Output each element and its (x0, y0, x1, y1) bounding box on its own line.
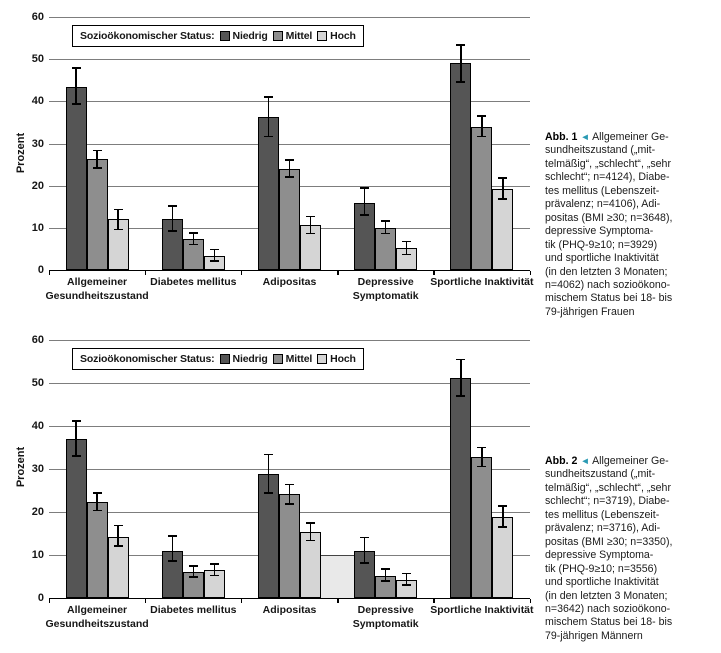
error-bar-cap-bottom (114, 545, 123, 547)
error-bar-cap-top (93, 150, 102, 152)
error-bar-cap-top (285, 484, 294, 486)
legend-title: Sozioökonomischer Status: (80, 30, 215, 42)
category-label (150, 604, 236, 618)
legend-item-label: Mittel (285, 30, 313, 42)
y-tick-label: 20 (31, 179, 44, 192)
caption-line: sundheitszustand („mit- (545, 144, 656, 157)
caption-line: n=4062) nach sozioökono- (545, 278, 671, 291)
error-bar-cap-bottom (477, 136, 486, 138)
bar-niedrig (450, 378, 471, 598)
y-tick-label: 10 (31, 221, 44, 234)
category-label (150, 276, 236, 290)
legend-item-label: Hoch (330, 353, 356, 365)
bar-niedrig (66, 439, 87, 598)
error-bar (117, 209, 119, 229)
error-bar-cap-top (456, 44, 465, 46)
gridline-60 (49, 17, 530, 18)
legend-item-mittel (273, 353, 313, 365)
caption-line: depressive Symptoma- (545, 549, 654, 562)
error-bar-cap-bottom (381, 233, 390, 235)
caption-line: sundheitszustand („mit- (545, 468, 656, 481)
error-bar-cap-top (168, 535, 177, 537)
category-label-line: Allgemeiner (67, 276, 128, 288)
bar-hoch (492, 189, 513, 270)
category-label (430, 276, 533, 290)
error-bar-cap-top (114, 525, 123, 527)
caption-line: depressive Symptoma- (545, 225, 654, 238)
error-bar-cap-bottom (381, 580, 390, 582)
error-bar (364, 537, 366, 563)
bar-niedrig (258, 117, 279, 270)
legend-swatch-icon (220, 354, 230, 364)
error-bar-cap-bottom (210, 575, 219, 577)
error-bar-cap-bottom (456, 81, 465, 83)
caption-abb1 (545, 131, 719, 319)
category-label-line: Depressive (357, 276, 414, 288)
error-bar-cap-top (264, 454, 273, 456)
legend-swatch-icon (273, 354, 283, 364)
error-bar (481, 116, 483, 136)
error-bar-cap-bottom (168, 560, 177, 562)
legend-item-niedrig (220, 353, 268, 365)
chart-abb2-maenner (0, 330, 540, 653)
y-tick-label: 0 (37, 592, 44, 604)
error-bar-cap-bottom (402, 254, 411, 256)
error-bar (502, 506, 504, 527)
x-axis-tick (145, 271, 147, 275)
bar-mittel (87, 159, 108, 270)
caption-line: positas (BMI ≥30; n=3350), (545, 535, 673, 548)
legend-title: Sozioökonomischer Status: (80, 353, 215, 365)
category-label (430, 604, 533, 618)
error-bar-cap-top (264, 96, 273, 98)
caption-line: 79-jährigen Männern (545, 629, 643, 642)
x-axis-tick (433, 599, 435, 603)
category-label (45, 276, 148, 303)
error-bar (75, 421, 77, 456)
error-bar-cap-top (477, 447, 486, 449)
category-label-line: Diabetes mellitus (150, 276, 237, 288)
category-label (353, 604, 419, 631)
category-label-line: Gesundheitszustand (45, 289, 149, 302)
legend-item-label: Niedrig (232, 30, 268, 42)
error-bar-cap-bottom (498, 526, 507, 528)
bar-mittel (279, 169, 300, 270)
x-axis-tick (337, 599, 339, 603)
category-label (45, 604, 148, 631)
caption-line: telmäßig“, „schlecht“, „sehr (545, 481, 671, 494)
error-bar-cap-top (381, 220, 390, 222)
error-bar-cap-top (72, 67, 81, 69)
x-axis-tick (49, 271, 51, 275)
bar-hoch (492, 517, 513, 598)
legend-swatch-icon (317, 31, 327, 41)
caption-line: tik (PHQ-9≥10; n=3929) (545, 238, 658, 251)
bar-niedrig (66, 87, 87, 270)
x-axis-tick (145, 599, 147, 603)
caption-line: und sportliche Inaktivität (545, 252, 659, 265)
error-bar (481, 448, 483, 467)
x-axis-tick (337, 271, 339, 275)
category-label-line: Diabetes mellitus (150, 604, 237, 616)
legend-item-label: Niedrig (232, 353, 268, 365)
gridline-50 (49, 59, 530, 60)
caption-abb2 (545, 455, 719, 643)
error-bar-cap-bottom (93, 167, 102, 169)
error-bar (502, 178, 504, 199)
error-bar (268, 454, 270, 493)
y-tick-label: 50 (31, 377, 44, 389)
legend-item-label: Mittel (285, 353, 313, 365)
error-bar-cap-top (93, 492, 102, 494)
bar-mittel (471, 127, 492, 270)
error-bar-cap-top (360, 537, 369, 539)
error-bar-cap-bottom (114, 229, 123, 231)
error-bar (214, 249, 216, 261)
figure-number-label: Abb. 1 (545, 131, 578, 143)
error-bar-cap-bottom (306, 233, 315, 235)
error-bar-cap-bottom (189, 244, 198, 246)
error-bar-cap-bottom (168, 230, 177, 232)
error-bar (460, 359, 462, 396)
category-label (353, 276, 419, 303)
error-bar (385, 221, 387, 234)
caption-line: tes mellitus (Lebenszeit- (545, 508, 660, 521)
x-axis-tick (241, 271, 243, 275)
error-bar (75, 68, 77, 104)
legend-swatch-icon (317, 354, 327, 364)
error-bar-cap-top (402, 573, 411, 575)
legend-item-mittel (273, 30, 313, 42)
caption-line: prävalenz; n=3716), Adi- (545, 522, 661, 535)
bar-mittel (279, 494, 300, 598)
legend-box (72, 25, 364, 47)
x-axis-tick (241, 599, 243, 603)
error-bar (310, 216, 312, 233)
y-axis-title: Prozent (15, 132, 27, 174)
x-axis-tick (49, 599, 51, 603)
y-tick-label: 60 (31, 334, 44, 346)
y-tick-label: 20 (31, 506, 44, 518)
y-tick-label: 40 (31, 95, 44, 108)
legend-item-hoch (317, 353, 356, 365)
error-bar (117, 525, 119, 546)
bar-mittel (471, 457, 492, 598)
category-label-line: Symptomatik (352, 289, 419, 302)
error-bar (460, 45, 462, 82)
caption-line: schlecht“; n=4124), Diabe- (545, 171, 670, 184)
error-bar-cap-top (477, 115, 486, 117)
error-bar (406, 242, 408, 255)
error-bar-cap-top (189, 232, 198, 234)
error-bar-cap-top (498, 177, 507, 179)
error-bar-cap-bottom (210, 260, 219, 262)
legend-item-hoch (317, 30, 356, 42)
caption-line: telmäßig“, „schlecht“, „sehr (545, 157, 671, 170)
error-bar-cap-bottom (402, 584, 411, 586)
error-bar (364, 188, 366, 215)
error-bar-cap-bottom (360, 562, 369, 564)
error-bar-cap-top (360, 187, 369, 189)
caption-arrow-icon: ◄ (580, 456, 590, 467)
category-label (263, 276, 317, 290)
error-bar (172, 206, 174, 231)
error-bar-cap-top (498, 505, 507, 507)
y-tick-label: 30 (31, 137, 44, 150)
category-label-line: Symptomatik (352, 617, 419, 630)
category-label (263, 604, 317, 618)
caption-line: mischem Status bei 18- bis (545, 616, 673, 629)
caption-line: (in den letzten 3 Monaten; (545, 589, 668, 602)
caption-line: positas (BMI ≥30; n=3648), (545, 211, 673, 224)
y-tick-label: 30 (31, 463, 44, 475)
error-bar (214, 564, 216, 576)
error-bar-cap-top (72, 420, 81, 422)
error-bar-cap-top (402, 241, 411, 243)
legend-item-label: Hoch (330, 30, 356, 42)
error-bar-cap-bottom (306, 540, 315, 542)
category-label-line: Sportliche Inaktivität (430, 276, 534, 288)
category-label-line: Sportliche Inaktivität (430, 604, 534, 616)
error-bar-cap-bottom (360, 214, 369, 216)
error-bar-cap-bottom (285, 176, 294, 178)
y-axis-title: Prozent (15, 446, 27, 488)
category-label-line: Allgemeiner (67, 604, 128, 616)
caption-first-line (545, 455, 719, 468)
caption-line: mischem Status bei 18- bis (545, 292, 673, 305)
error-bar-cap-top (306, 216, 315, 218)
error-bar (385, 569, 387, 581)
caption-line: 79-jährigen Frauen (545, 305, 635, 318)
category-label-line: Depressive (357, 604, 414, 616)
error-bar-cap-bottom (477, 466, 486, 468)
error-bar-cap-bottom (456, 395, 465, 397)
category-label-line: Gesundheitszustand (45, 617, 149, 630)
caption-arrow-icon: ◄ (580, 132, 590, 143)
y-tick-label: 10 (31, 549, 44, 561)
error-bar-cap-top (381, 568, 390, 570)
error-bar-cap-bottom (72, 455, 81, 457)
figure-number-label: Abb. 2 (545, 455, 578, 467)
error-bar-cap-top (306, 522, 315, 524)
error-bar-cap-bottom (72, 103, 81, 105)
legend-swatch-icon (220, 31, 230, 41)
error-bar (289, 160, 291, 177)
category-label-line: Adipositas (262, 604, 317, 616)
error-bar-cap-bottom (285, 503, 294, 505)
caption-line: (in den letzten 3 Monaten; (545, 265, 668, 278)
x-axis-tick (433, 271, 435, 275)
error-bar (96, 151, 98, 168)
bar-hoch (300, 532, 321, 598)
error-bar-cap-bottom (189, 576, 198, 578)
error-bar (268, 97, 270, 136)
error-bar-cap-bottom (498, 198, 507, 200)
bar-mittel (87, 502, 108, 598)
error-bar-cap-bottom (264, 492, 273, 494)
chart-abb1-frauen (0, 0, 540, 326)
gridline-60 (49, 340, 530, 341)
error-bar-cap-top (285, 159, 294, 161)
error-bar-cap-top (210, 563, 219, 565)
error-bar (96, 493, 98, 511)
caption-line: tik (PHQ-9≥10; n=3556) (545, 562, 658, 575)
legend-box (72, 348, 364, 370)
caption-line: und sportliche Inaktivität (545, 576, 659, 589)
error-bar (406, 573, 408, 585)
error-bar-cap-top (114, 209, 123, 211)
x-axis-tick (530, 271, 532, 275)
caption-line: schlecht“; n=3719), Diabe- (545, 495, 670, 508)
bar-niedrig (450, 63, 471, 270)
error-bar-cap-top (189, 565, 198, 567)
caption-line: prävalenz; n=4106), Adi- (545, 198, 661, 211)
error-bar (172, 536, 174, 561)
y-tick-label: 60 (31, 11, 44, 23)
caption-line: Allgemeiner Ge- (592, 455, 669, 467)
y-tick-label: 50 (31, 53, 44, 66)
error-bar-cap-top (168, 205, 177, 207)
artifact-bar (321, 555, 354, 598)
error-bar-cap-bottom (93, 510, 102, 512)
caption-line: Allgemeiner Ge- (592, 131, 669, 143)
error-bar-cap-top (456, 359, 465, 361)
caption-first-line (545, 131, 719, 144)
legend-swatch-icon (273, 31, 283, 41)
x-axis-tick (530, 599, 532, 603)
error-bar (289, 484, 291, 503)
error-bar-cap-top (210, 249, 219, 251)
y-tick-label: 40 (31, 420, 44, 432)
caption-line: tes mellitus (Lebenszeit- (545, 184, 660, 197)
y-tick-label: 0 (37, 264, 44, 276)
category-label-line: Adipositas (262, 276, 317, 288)
caption-line: n=3642) nach sozioökono- (545, 602, 671, 615)
error-bar-cap-bottom (264, 136, 273, 138)
error-bar (310, 523, 312, 540)
legend-item-niedrig (220, 30, 268, 42)
